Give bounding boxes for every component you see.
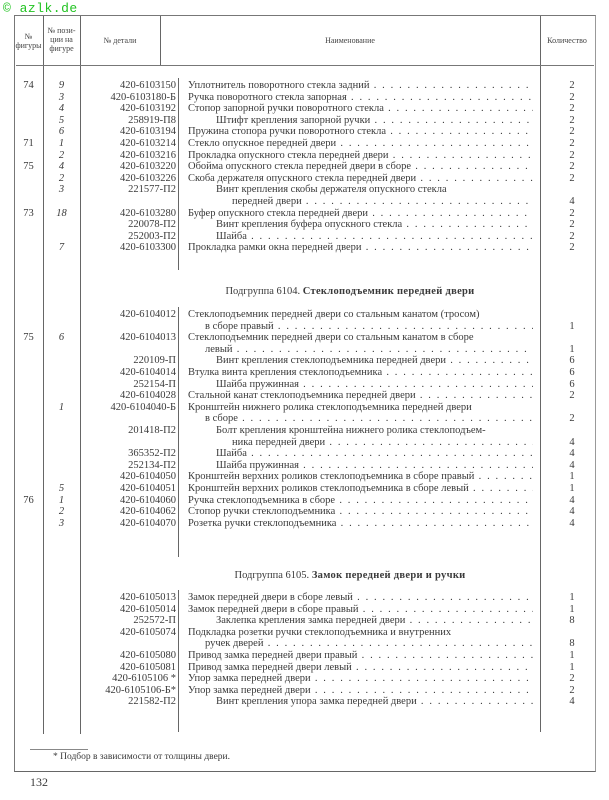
part-name: Кронштейн верхних роликов стеклоподъемника в сборе левый . . .: [188, 483, 533, 495]
quantity-cell-row: [0, 615, 609, 627]
part-name-continuation: ручек дверей . . .: [205, 638, 533, 650]
part-name: Втулка винта крепления стеклоподъемника . . .: [188, 367, 533, 379]
part-number: 420-6105080: [120, 650, 176, 661]
quantity-cell-row: [0, 495, 609, 507]
quantity: 1: [569, 471, 575, 483]
quantity-cell-row: [0, 344, 609, 356]
quantity-cell-row: [0, 367, 609, 379]
part-name: Ручка поворотного стекла запорная . . .: [188, 92, 533, 104]
part-number: 420-6105106 *: [112, 673, 176, 685]
quantity: 2: [569, 91, 575, 103]
part-number: 420-6104070: [120, 517, 176, 529]
quantity: 2: [569, 684, 575, 696]
quantity: 4: [569, 696, 575, 708]
quantity-cell-row: [0, 506, 609, 518]
part-name: Шайба пружинная . . .: [216, 379, 533, 391]
position-number: 18: [56, 207, 67, 219]
part-name: Болт крепления кронштейна нижнего ролика стеклоподъем-: [216, 425, 486, 436]
part-name: Ручка стеклоподъемника в сборе . . .: [188, 495, 533, 507]
quantity: 1: [569, 603, 575, 615]
quantity: 2: [569, 413, 575, 425]
quantity: 2: [569, 219, 575, 231]
position-number: 4: [58, 161, 65, 173]
part-name: Шайба пружинная . . .: [216, 460, 533, 472]
header-position-no-line3: фигуре: [49, 44, 74, 53]
footnote-rule: [30, 749, 88, 750]
quantity-cell-row: [0, 219, 609, 231]
quantity: 1: [569, 343, 575, 355]
header-figure-no-line1: №: [24, 32, 33, 41]
quantity-cell-row: [0, 673, 609, 685]
quantity: 2: [569, 114, 575, 126]
part-number: 420-6105013: [120, 592, 176, 603]
position-number: 7: [58, 242, 65, 254]
header-part-no: № детали: [103, 36, 137, 45]
quantity: 4: [569, 196, 575, 207]
quantity-cell-row: [0, 379, 609, 391]
header-top-rule: [14, 15, 594, 16]
col-divider-header-4: [540, 16, 541, 65]
part-name: Стопор ручки стеклоподъемника . . .: [188, 506, 533, 518]
part-number: 252003-П2: [128, 230, 176, 242]
position-number: 9: [58, 80, 65, 91]
part-name-continuation: в сборе . . .: [205, 413, 533, 425]
position-number: 2: [58, 149, 65, 161]
part-name: Привод замка передней двери правый . . .: [188, 650, 533, 662]
part-name: Шайба . . .: [216, 448, 533, 460]
quantity-cell-row: [0, 483, 609, 495]
part-name: Винт крепления скобы держателя опускного стекла: [216, 184, 447, 196]
quantity-cell-row: [0, 126, 609, 138]
figure-number: 74: [23, 80, 34, 91]
quantity-cell-row: [0, 662, 609, 674]
quantity-cell-row: [0, 92, 609, 104]
position-number: 3: [58, 517, 65, 529]
quantity: 2: [569, 149, 575, 161]
part-number: 420-6105106-Б*: [105, 684, 176, 696]
col-divider-header-1: [43, 16, 44, 65]
figure-number: 73: [23, 207, 34, 219]
figure-number: 76: [23, 494, 34, 506]
part-name: Розетка ручки стеклоподъемника . . .: [188, 518, 533, 530]
quantity-cell-row: [0, 696, 609, 708]
quantity: 4: [569, 494, 575, 506]
quantity-cell-row: [0, 437, 609, 449]
quantity: 2: [569, 161, 575, 173]
quantity-cell-row: [0, 242, 609, 254]
quantity-cell-row: [0, 390, 609, 402]
part-number: 252134-П2: [128, 459, 176, 471]
part-name: Стальной канат стеклоподъемника передней двери . . .: [188, 390, 533, 402]
subgroup-6105-name: Замок передней двери и ручки: [311, 570, 466, 581]
part-number: 365352-П2: [128, 448, 176, 460]
quantity: 2: [569, 172, 575, 184]
part-number: 420-6103150: [120, 80, 176, 91]
quantity-cell-row: [0, 161, 609, 173]
header-bottom-rule: [16, 65, 594, 66]
quantity: 8: [569, 638, 575, 650]
quantity: 6: [569, 367, 575, 378]
part-number: 221577-П2: [128, 184, 176, 196]
part-number: 420-6103180-Б: [110, 91, 176, 103]
table-row: [0, 309, 609, 321]
quantity-cell-row: [0, 638, 609, 650]
quantity-cell-row: [0, 115, 609, 127]
table-row: [0, 184, 609, 196]
position-number: 3: [58, 91, 65, 103]
subgroup-6104-title: [160, 286, 540, 298]
quantity: 2: [569, 673, 575, 685]
part-name: Буфер опускного стекла передней двери . . .: [188, 208, 533, 220]
quantity: 1: [569, 320, 575, 332]
quantity: 2: [569, 230, 575, 242]
quantity: 2: [569, 126, 575, 138]
part-name: Заклепка крепления замка передней двери . . .: [216, 615, 533, 627]
quantity-cell-row: [0, 448, 609, 460]
part-number: 420-6104013: [120, 332, 176, 344]
quantity-cell-row: [0, 208, 609, 220]
quantity: 2: [569, 242, 575, 254]
part-number: 420-6105074: [120, 626, 176, 638]
header-quantity: Количество: [547, 36, 587, 45]
table-row: [0, 402, 609, 414]
figure-number: 75: [23, 332, 34, 344]
quantity: 1: [569, 483, 575, 494]
table-row: [0, 332, 609, 344]
figure-number: 71: [23, 138, 34, 149]
part-number: 221582-П2: [128, 696, 176, 708]
quantity: 4: [569, 436, 575, 448]
part-name-continuation: передней двери . . .: [232, 196, 533, 208]
table-row: [0, 627, 609, 639]
part-name: Подкладка розетки ручки стеклоподъемника и внутренних: [188, 626, 452, 638]
quantity: 2: [569, 207, 575, 219]
part-name: Замок передней двери в сборе правый . . .: [188, 604, 533, 616]
part-number: 252572-П: [133, 615, 176, 627]
part-number: 420-6103216: [120, 149, 176, 161]
part-number: 420-6104062: [120, 506, 176, 518]
quantity-cell-row: [0, 685, 609, 697]
part-number: 420-6104028: [120, 390, 176, 402]
position-number: 1: [58, 138, 65, 149]
part-number: 420-6103226: [120, 172, 176, 184]
quantity-cell-row: [0, 150, 609, 162]
quantity-cell-row: [0, 231, 609, 243]
header-figure-no-line2: фигуры: [15, 41, 42, 50]
part-name: Прокладка опускного стекла передней двери . . .: [188, 150, 533, 162]
part-name: Винт крепления стеклоподъемника передней двери . . .: [216, 355, 533, 367]
subgroup-6105-title: [160, 570, 540, 582]
part-number: 420-6104060: [120, 494, 176, 506]
part-name: Винт крепления упора замка передней двери . . .: [216, 696, 533, 708]
part-name: Скоба держателя опускного стекла передней двери . . .: [188, 173, 533, 185]
part-number: 420-6104014: [120, 367, 176, 378]
part-name: Упор замка передней двери . . .: [188, 685, 533, 697]
position-number: 5: [58, 114, 65, 126]
part-number: 420-6105081: [120, 661, 176, 673]
part-name: Прокладка рамки окна передней двери . . .: [188, 242, 533, 254]
part-name-continuation: ника передней двери . . .: [232, 437, 533, 449]
part-number: 252154-П: [133, 378, 176, 390]
part-name: Штифт крепления запорной ручки . . .: [216, 115, 533, 127]
quantity: 6: [569, 355, 575, 367]
quantity: 4: [569, 448, 575, 460]
header-name: Наименование: [325, 36, 375, 45]
part-name: Уплотнитель поворотного стекла задний . . .: [188, 80, 533, 92]
quantity-cell-row: [0, 196, 609, 208]
col-divider-header-3: [160, 16, 161, 65]
part-name: Стеклоподъемник передней двери со стальным канатом в сборе: [188, 332, 474, 344]
part-name: Упор замка передней двери . . .: [188, 673, 533, 685]
position-number: 6: [58, 332, 65, 344]
part-name: Замок передней двери в сборе левый . . .: [188, 592, 533, 604]
position-number: 5: [58, 483, 65, 494]
position-number: 3: [58, 184, 65, 196]
quantity-cell-row: [0, 138, 609, 150]
part-name-continuation: левый . . .: [205, 344, 533, 356]
quantity-cell-row: [0, 80, 609, 92]
quantity: 8: [569, 615, 575, 627]
part-number: 420-6103300: [120, 242, 176, 254]
part-number: 220109-П: [133, 355, 176, 367]
quantity-cell-row: [0, 650, 609, 662]
part-number: 420-6104050: [120, 471, 176, 483]
quantity-cell-row: [0, 460, 609, 472]
subgroup-6104-prefix: Подгруппа 6104.: [225, 286, 301, 297]
part-number: 258919-П8: [128, 114, 176, 126]
header-position-no-line2: ции на: [50, 35, 73, 44]
position-number: 1: [58, 494, 65, 506]
part-name: Кронштейн верхних роликов стеклоподъемника в сборе правый . . .: [188, 471, 533, 483]
subgroup-6105-prefix: Подгруппа 6105.: [234, 570, 310, 581]
quantity: 2: [569, 390, 575, 402]
quantity-cell-row: [0, 518, 609, 530]
col-divider-header-2: [80, 16, 81, 65]
part-number: 420-6104040-Б: [110, 401, 176, 413]
quantity-cell-row: [0, 103, 609, 115]
position-number: 1: [58, 401, 65, 413]
part-number: 420-6103214: [120, 138, 176, 149]
quantity-cell-row: [0, 173, 609, 185]
part-number: 420-6105014: [120, 603, 176, 615]
subgroup-6104-name: Стеклоподъемник передней двери: [302, 286, 475, 297]
watermark: © azlk.de: [3, 1, 78, 16]
quantity-cell-row: [0, 592, 609, 604]
part-number: 420-6104012: [120, 309, 176, 320]
header-position-no: [43, 26, 80, 53]
quantity-cell-row: [0, 321, 609, 333]
quantity: 1: [569, 661, 575, 673]
quantity: 4: [569, 459, 575, 471]
quantity: 6: [569, 378, 575, 390]
quantity: 4: [569, 506, 575, 518]
part-number: 201418-П2: [128, 425, 176, 436]
quantity: 4: [569, 517, 575, 529]
quantity-cell-row: [0, 471, 609, 483]
position-number: 2: [58, 506, 65, 518]
position-number: 2: [58, 172, 65, 184]
part-number: 220078-П2: [128, 219, 176, 231]
position-number: 4: [58, 103, 65, 115]
part-number: 420-6103220: [120, 161, 176, 173]
part-number: 420-6103280: [120, 207, 176, 219]
quantity-cell-row: [0, 413, 609, 425]
header-figure-no: [14, 32, 43, 50]
part-name: Винт крепления буфера опускного стекла . . .: [216, 219, 533, 231]
quantity: 1: [569, 650, 575, 661]
part-name: Пружина стопора ручки поворотного стекла . . .: [188, 126, 533, 138]
part-name: Кронштейн нижнего ролика стеклоподъемника передней двери: [188, 401, 472, 413]
quantity-cell-row: [0, 355, 609, 367]
part-number: 420-6104051: [120, 483, 176, 494]
header-position-no-line1: № пози-: [47, 26, 76, 35]
part-number: 420-6103192: [120, 103, 176, 115]
quantity: 2: [569, 80, 575, 91]
part-name: Шайба . . .: [216, 231, 533, 243]
part-name-continuation: в сборе правый . . .: [205, 321, 533, 333]
quantity-cell-row: [0, 604, 609, 616]
table-row: [0, 425, 609, 437]
position-number: 6: [58, 126, 65, 138]
quantity: 1: [569, 592, 575, 603]
part-name: Стекло опускное передней двери . . .: [188, 138, 533, 150]
quantity: 2: [569, 103, 575, 115]
part-name: Привод замка передней двери левый . . .: [188, 662, 533, 674]
part-name: Стеклоподъемник передней двери со стальным канатом (тросом): [188, 309, 480, 320]
part-name: Стопор запорной ручки поворотного стекла . . .: [188, 103, 533, 115]
page-number: 132: [30, 775, 48, 789]
figure-number: 75: [23, 161, 34, 173]
footnote: * Подбор в зависимости от толщины двери.: [53, 752, 231, 762]
part-name: Обойма опускного стекла передней двери в сборе . . .: [188, 161, 533, 173]
part-number: 420-6103194: [120, 126, 176, 138]
quantity: 2: [569, 138, 575, 149]
